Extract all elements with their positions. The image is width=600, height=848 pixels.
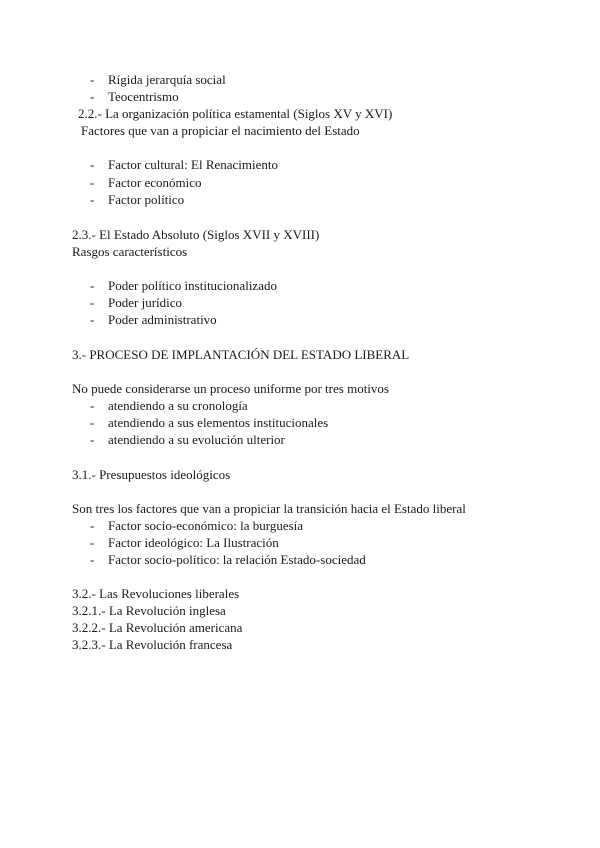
- section-heading-2-2: 2.2.- La organización política estamental (Siglos XV y XVI): [78, 106, 393, 121]
- subsection-3-2-3: 3.2.3.- La Revolución francesa: [72, 637, 233, 652]
- bullet-marker: -: [90, 192, 95, 207]
- list-item: atendiendo a sus elementos institucionales: [108, 415, 329, 430]
- bullet-marker: -: [90, 415, 95, 430]
- list-item: Teocentrismo: [108, 89, 179, 104]
- list-item: Rígida jerarquía social: [108, 72, 226, 87]
- list-item: Poder administrativo: [108, 312, 217, 327]
- bullet-marker: -: [90, 157, 95, 172]
- list-item: Factor ideológico: La Ilustración: [108, 535, 279, 550]
- bullet-marker: -: [90, 175, 95, 190]
- bullet-marker: -: [90, 312, 95, 327]
- bullet-marker: -: [90, 432, 95, 447]
- list-item: Poder jurídico: [108, 295, 183, 310]
- bullet-marker: -: [90, 295, 95, 310]
- subsection-3-2-2: 3.2.2.- La Revolución americana: [72, 620, 243, 635]
- section-heading-3-2: 3.2.- Las Revoluciones liberales: [72, 586, 240, 601]
- list-item: Factor cultural: El Renacimiento: [108, 157, 279, 172]
- bullet-marker: -: [90, 552, 95, 567]
- section-intro-2-2: Factores que van a propiciar el nacimiento del Estado: [81, 123, 360, 138]
- subsection-3-2-1: 3.2.1.- La Revolución inglesa: [72, 603, 226, 618]
- bullet-marker: -: [90, 89, 95, 104]
- list-item: Factor socio-económico: la burguesía: [108, 518, 304, 533]
- section-heading-3: 3.- PROCESO DE IMPLANTACIÓN DEL ESTADO LIBERAL: [72, 347, 410, 362]
- section-intro-3: No puede considerarse un proceso uniforme por tres motivos: [72, 381, 389, 396]
- list-item: atendiendo a su evolución ulterior: [108, 432, 285, 447]
- section-intro-2-3: Rasgos característicos: [72, 244, 188, 259]
- bullet-marker: -: [90, 518, 95, 533]
- list-item: Factor socio-político: la relación Estado-sociedad: [108, 552, 366, 567]
- list-item: Factor político: [108, 192, 185, 207]
- section-heading-2-3: 2.3.- El Estado Absoluto (Siglos XVII y XVIII): [72, 227, 320, 242]
- bullet-marker: -: [90, 278, 95, 293]
- section-intro-3-1: Son tres los factores que van a propiciar la transición hacia el Estado liberal: [72, 501, 466, 516]
- list-item: Factor económico: [108, 175, 202, 190]
- list-item: Poder político institucionalizado: [108, 278, 277, 293]
- bullet-marker: -: [90, 398, 95, 413]
- bullet-marker: -: [90, 72, 95, 87]
- section-heading-3-1: 3.1.- Presupuestos ideológicos: [72, 467, 231, 482]
- list-item: atendiendo a su cronología: [108, 398, 248, 413]
- bullet-marker: -: [90, 535, 95, 550]
